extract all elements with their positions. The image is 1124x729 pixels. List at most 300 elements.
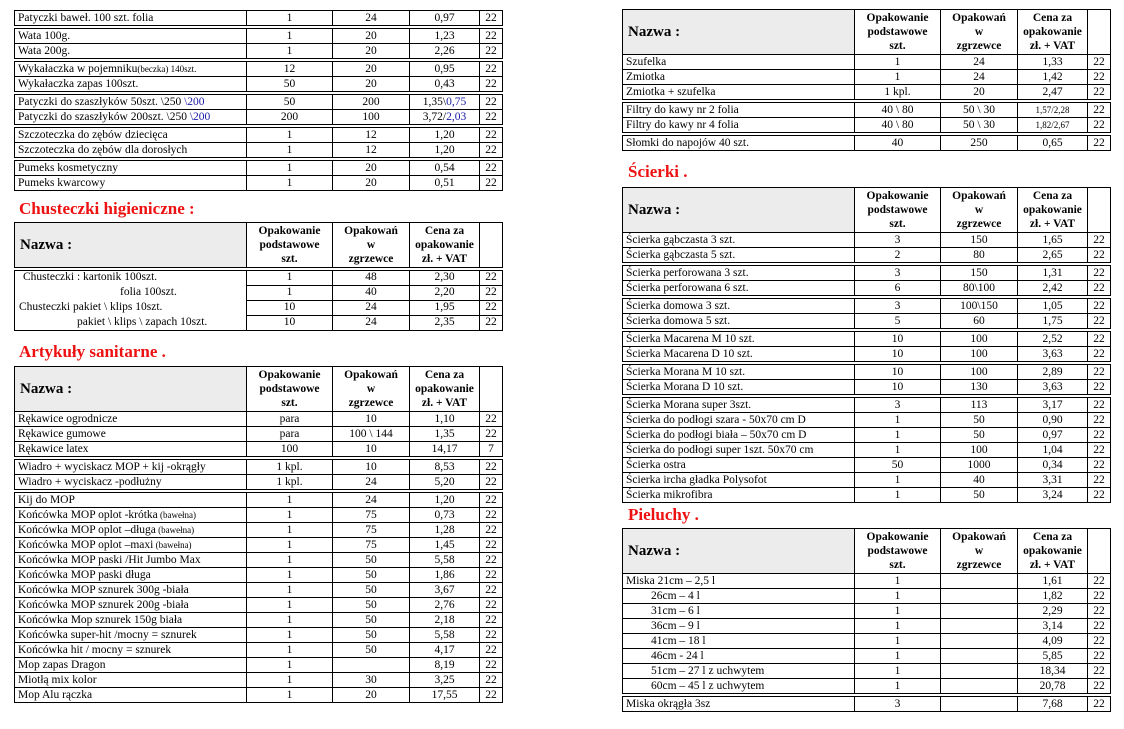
opakowanie-cell: 10 xyxy=(855,347,941,362)
zgrzewka-cell: 100\150 xyxy=(941,299,1018,314)
table-row xyxy=(623,118,1111,133)
price-alt: 2,03 xyxy=(446,110,467,123)
table-row xyxy=(623,347,1111,362)
opakowanie-cell: 1 kpl. xyxy=(247,475,333,490)
opakowanie-cell: 1 xyxy=(855,589,941,604)
table-row xyxy=(15,613,503,628)
price-cell: 1,35 xyxy=(410,427,480,442)
vat-cell: 22 xyxy=(1088,458,1111,473)
opakowanie-cell: 1 xyxy=(247,613,333,628)
vat-cell: 22 xyxy=(480,286,503,301)
vat-cell: 22 xyxy=(1088,233,1111,248)
opakowanie-cell: 1 xyxy=(247,286,333,301)
header-zgrzewka-line: Opakowań xyxy=(344,225,398,237)
header-zgrzewka-line: w xyxy=(366,239,376,251)
product-name: Pumeks kwarcowy xyxy=(15,176,247,191)
vat-cell: 22 xyxy=(1088,649,1111,664)
price-cell: 1,86 xyxy=(410,568,480,583)
header-opakowanie xyxy=(855,188,941,233)
zgrzewka-cell: 24 xyxy=(941,55,1018,70)
header-cena-line: opakowanie xyxy=(415,383,474,395)
price-cell: 1,42 xyxy=(1018,70,1088,85)
header-name: Nazwa : xyxy=(623,529,855,574)
table-row xyxy=(15,508,503,523)
opakowanie-cell: 1 xyxy=(247,538,333,553)
product-name-text: Patyczki do szaszłyków 200szt. \250 xyxy=(18,110,190,123)
opakowanie-cell: 40 xyxy=(855,136,941,151)
header-cena xyxy=(1018,10,1088,55)
table-row xyxy=(15,538,503,553)
table-row xyxy=(623,634,1111,649)
opakowanie-cell: 6 xyxy=(855,281,941,296)
table-row xyxy=(623,332,1111,347)
zgrzewka-cell: 50 xyxy=(333,583,410,598)
zgrzewka-cell: 50 xyxy=(333,643,410,658)
price-cell: 1,45 xyxy=(410,538,480,553)
product-name-note: (bawełna) xyxy=(157,509,197,520)
table-row xyxy=(623,488,1111,503)
price-cell: 0,73 xyxy=(410,508,480,523)
table-row xyxy=(623,233,1111,248)
header-cena-line: Cena za xyxy=(1032,531,1073,543)
table-row xyxy=(15,427,503,442)
price-cell: 3,63 xyxy=(1018,380,1088,395)
zgrzewka-cell xyxy=(333,658,410,673)
header-zgrzewka-line: Opakowań xyxy=(344,369,398,381)
header-opakowanie-line: Opakowanie xyxy=(258,369,321,381)
price-cell: 1,20 xyxy=(410,143,480,158)
zgrzewka-cell: 50 \ 30 xyxy=(941,103,1018,118)
table-row xyxy=(623,604,1111,619)
header-vat xyxy=(480,367,503,412)
header-opakowanie-line: podstawowe xyxy=(867,26,928,38)
opakowanie-cell: para xyxy=(247,427,333,442)
table-row xyxy=(623,443,1111,458)
header-opakowanie-line: podstawowe xyxy=(259,239,320,251)
opakowanie-cell: para xyxy=(247,412,333,427)
product-name: 60cm – 45 l z uchwytem xyxy=(623,679,855,694)
opakowanie-cell: 1 xyxy=(855,574,941,589)
zgrzewka-cell: 50 xyxy=(333,613,410,628)
price-cell: 1,28 xyxy=(410,523,480,538)
vat-cell: 22 xyxy=(480,673,503,688)
price-cell: 1,57/2,28 xyxy=(1018,103,1088,118)
header-zgrzewka-line: Opakowań xyxy=(952,12,1006,24)
zgrzewka-cell: 20 xyxy=(333,176,410,191)
vat-cell: 22 xyxy=(480,568,503,583)
product-name: Pumeks kosmetyczny xyxy=(15,161,247,176)
price-cell: 0,43 xyxy=(410,77,480,92)
table-row xyxy=(15,628,503,643)
product-name: Ścierka do podłogi super 1szt. 50x70 cm xyxy=(623,443,855,458)
zgrzewka-cell: 10 xyxy=(333,412,410,427)
header-zgrzewka xyxy=(333,223,410,268)
zgrzewka-cell: 100 xyxy=(941,347,1018,362)
price-cell: 0,97 xyxy=(410,11,480,26)
vat-cell: 22 xyxy=(1088,413,1111,428)
opakowanie-cell: 1 xyxy=(247,11,333,26)
table-row xyxy=(623,266,1111,281)
header-zgrzewka-line: w xyxy=(974,204,984,216)
zgrzewka-cell: 100 xyxy=(941,443,1018,458)
table-row xyxy=(623,281,1111,296)
product-name: Końcówka MOP sznurek 300g -biała xyxy=(15,583,247,598)
zgrzewka-cell: 12 xyxy=(333,143,410,158)
zgrzewka-cell: 130 xyxy=(941,380,1018,395)
table-row xyxy=(15,77,503,92)
price-cell: 1,75 xyxy=(1018,314,1088,329)
opakowanie-cell: 1 xyxy=(855,55,941,70)
vat-cell: 22 xyxy=(1088,679,1111,694)
product-name: Ścierka gąbczasta 5 szt. xyxy=(623,248,855,263)
price-alt: 0,75 xyxy=(446,95,467,108)
zgrzewka-cell: 24 xyxy=(333,316,410,331)
opakowanie-cell: 1 xyxy=(855,679,941,694)
product-name: Rękawice gumowe xyxy=(15,427,247,442)
header-opakowanie-line: szt. xyxy=(281,397,298,409)
product-name: Wiadro + wyciskacz -podłużny xyxy=(15,475,247,490)
product-name: Ścierka gąbczasta 3 szt. xyxy=(623,233,855,248)
product-name: Miska okrągła 3sz xyxy=(623,697,855,712)
table-row xyxy=(623,70,1111,85)
price-cell: 1,95 xyxy=(410,301,480,316)
header-opakowanie-line: szt. xyxy=(889,40,906,52)
opakowanie-cell: 1 xyxy=(247,161,333,176)
table-row xyxy=(623,458,1111,473)
zgrzewka-cell: 75 xyxy=(333,523,410,538)
vat-cell: 22 xyxy=(480,11,503,26)
header-opakowanie-line: podstawowe xyxy=(867,204,928,216)
product-name: Wykałaczka zapas 100szt. xyxy=(15,77,247,92)
zgrzewka-cell: 150 xyxy=(941,266,1018,281)
vat-cell: 22 xyxy=(480,508,503,523)
vat-cell: 22 xyxy=(480,44,503,59)
product-name: Wiadro + wyciskacz MOP + kij -okrągły xyxy=(15,460,247,475)
table-row xyxy=(623,649,1111,664)
opakowanie-cell: 1 xyxy=(247,493,333,508)
header-row xyxy=(15,223,503,268)
header-cena xyxy=(410,367,480,412)
price-cell: 18,34 xyxy=(1018,664,1088,679)
product-name: 51cm – 27 l z uchwytem xyxy=(623,664,855,679)
zgrzewka-cell xyxy=(941,589,1018,604)
price-cell: 2,35 xyxy=(410,316,480,331)
header-opakowanie-line: szt. xyxy=(889,218,906,230)
zgrzewka-cell: 40 xyxy=(333,286,410,301)
table-row xyxy=(15,598,503,613)
product-name xyxy=(15,538,247,553)
header-opakowanie-line: Opakowanie xyxy=(258,225,321,237)
zgrzewka-cell: 24 xyxy=(941,70,1018,85)
zgrzewka-cell: 75 xyxy=(333,538,410,553)
table-row xyxy=(623,380,1111,395)
header-zgrzewka-line: zgrzewce xyxy=(348,397,394,409)
vat-cell: 7 xyxy=(480,442,503,457)
table-row xyxy=(623,619,1111,634)
opakowanie-cell: 12 xyxy=(247,62,333,77)
table-row xyxy=(623,697,1111,712)
price-cell xyxy=(410,110,480,125)
product-name-text: Końcówka MOP oplot -krótka xyxy=(18,508,158,521)
price-cell: 2,89 xyxy=(1018,365,1088,380)
vat-cell: 22 xyxy=(480,95,503,110)
zgrzewka-cell xyxy=(941,604,1018,619)
opakowanie-cell: 1 xyxy=(247,176,333,191)
product-name: Patyczki baweł. 100 szt. folia xyxy=(15,11,247,26)
opakowanie-cell: 1 xyxy=(247,658,333,673)
vat-cell: 22 xyxy=(480,316,503,331)
price-cell: 1,10 xyxy=(410,412,480,427)
vat-cell: 22 xyxy=(1088,347,1111,362)
zgrzewka-cell: 1000 xyxy=(941,458,1018,473)
table-row xyxy=(623,55,1111,70)
product-name xyxy=(15,62,247,77)
section-title-pieluchy: Pieluchy . xyxy=(628,505,699,524)
header-cena-line: zł. + VAT xyxy=(1029,218,1076,230)
zgrzewka-cell: 10 xyxy=(333,460,410,475)
table-row xyxy=(15,673,503,688)
vat-cell: 22 xyxy=(1088,664,1111,679)
header-row xyxy=(623,10,1111,55)
product-name xyxy=(15,523,247,538)
zgrzewka-cell xyxy=(941,619,1018,634)
header-zgrzewka-line: w xyxy=(974,26,984,38)
product-name: Ścierka perforowana 3 szt. xyxy=(623,266,855,281)
opakowanie-cell: 1 xyxy=(247,143,333,158)
zgrzewka-cell: 50 \ 30 xyxy=(941,118,1018,133)
vat-cell: 22 xyxy=(480,77,503,92)
product-name: Chusteczki : kartonik 100szt. xyxy=(15,271,247,286)
price-cell: 1,20 xyxy=(410,493,480,508)
price-cell: 0,65 xyxy=(1018,136,1088,151)
product-name-alt: \200 xyxy=(184,95,205,108)
price-cell: 2,65 xyxy=(1018,248,1088,263)
table-row xyxy=(15,271,503,286)
header-name: Nazwa : xyxy=(15,367,247,412)
table-row xyxy=(623,248,1111,263)
product-name: Ścierka do podłogi szara - 50x70 cm D xyxy=(623,413,855,428)
price-cell: 2,20 xyxy=(410,286,480,301)
vat-cell: 22 xyxy=(1088,103,1111,118)
zgrzewka-cell: 24 xyxy=(333,11,410,26)
right-top-table xyxy=(622,9,1110,151)
table-row xyxy=(15,128,503,143)
price-cell: 3,17 xyxy=(1018,398,1088,413)
table-row xyxy=(15,110,503,125)
price-cell: 0,51 xyxy=(410,176,480,191)
opakowanie-cell: 40 \ 80 xyxy=(855,103,941,118)
table-row xyxy=(15,643,503,658)
header-zgrzewka-line: Opakowań xyxy=(952,531,1006,543)
opakowanie-cell: 3 xyxy=(855,233,941,248)
opakowanie-cell: 40 \ 80 xyxy=(855,118,941,133)
price-cell: 2,26 xyxy=(410,44,480,59)
vat-cell: 22 xyxy=(1088,281,1111,296)
opakowanie-cell: 1 xyxy=(855,428,941,443)
product-name: folia 100szt. xyxy=(15,286,247,301)
price-cell: 5,58 xyxy=(410,553,480,568)
header-row xyxy=(623,529,1111,574)
header-opakowanie xyxy=(247,223,333,268)
table-row xyxy=(15,176,503,191)
vat-cell: 22 xyxy=(480,553,503,568)
table-row xyxy=(15,553,503,568)
price-cell: 3,24 xyxy=(1018,488,1088,503)
product-name: Ścierka mikrofibra xyxy=(623,488,855,503)
opakowanie-cell: 1 xyxy=(247,128,333,143)
header-cena-line: Cena za xyxy=(424,369,465,381)
vat-cell: 22 xyxy=(480,628,503,643)
header-opakowanie xyxy=(855,529,941,574)
zgrzewka-cell: 50 xyxy=(333,553,410,568)
table-row xyxy=(623,103,1111,118)
vat-cell: 22 xyxy=(480,688,503,703)
product-name: Miska 21cm – 2,5 l xyxy=(623,574,855,589)
opakowanie-cell: 1 xyxy=(855,70,941,85)
zgrzewka-cell: 50 xyxy=(941,413,1018,428)
vat-cell: 22 xyxy=(1088,488,1111,503)
price-cell: 1,82/2,67 xyxy=(1018,118,1088,133)
opakowanie-cell: 3 xyxy=(855,299,941,314)
zgrzewka-cell: 40 xyxy=(941,473,1018,488)
table-row xyxy=(15,143,503,158)
sanitarne-table xyxy=(14,366,502,703)
product-name: Ścierka Morana D 10 szt. xyxy=(623,380,855,395)
header-cena-line: opakowanie xyxy=(1023,545,1082,557)
header-cena-line: zł. + VAT xyxy=(421,397,468,409)
vat-cell: 22 xyxy=(1088,697,1111,712)
opakowanie-cell: 100 xyxy=(247,442,333,457)
opakowanie-cell: 1 xyxy=(855,634,941,649)
price-cell: 1,20 xyxy=(410,128,480,143)
product-name: 31cm – 6 l xyxy=(623,604,855,619)
product-name-note: (bawełna) xyxy=(153,539,192,550)
zgrzewka-cell: 50 xyxy=(941,488,1018,503)
zgrzewka-cell: 24 xyxy=(333,475,410,490)
price-cell: 2,18 xyxy=(410,613,480,628)
header-cena xyxy=(1018,188,1088,233)
price-cell: 1,65 xyxy=(1018,233,1088,248)
header-opakowanie-line: szt. xyxy=(889,559,906,571)
vat-cell: 22 xyxy=(480,62,503,77)
price-cell: 0,90 xyxy=(1018,413,1088,428)
header-cena xyxy=(1018,529,1088,574)
price-cell: 14,17 xyxy=(410,442,480,457)
table-row xyxy=(15,316,503,331)
header-cena-line: opakowanie xyxy=(1023,204,1082,216)
vat-cell: 22 xyxy=(480,412,503,427)
vat-cell: 22 xyxy=(480,176,503,191)
price-cell: 1,04 xyxy=(1018,443,1088,458)
price-cell: 3,31 xyxy=(1018,473,1088,488)
product-name: Słomki do napojów 40 szt. xyxy=(623,136,855,151)
vat-cell: 22 xyxy=(480,523,503,538)
opakowanie-cell: 1 xyxy=(247,553,333,568)
zgrzewka-cell: 100 xyxy=(333,110,410,125)
price-cell: 4,09 xyxy=(1018,634,1088,649)
zgrzewka-cell: 200 xyxy=(333,95,410,110)
price-cell: 0,54 xyxy=(410,161,480,176)
price-cell: 5,85 xyxy=(1018,649,1088,664)
product-name-text: Końcówka MOP oplot –długa xyxy=(18,523,156,536)
product-name: Wata 200g. xyxy=(15,44,247,59)
product-name: Końcówka Mop sznurek 150g biała xyxy=(15,613,247,628)
vat-cell: 22 xyxy=(480,29,503,44)
section-title-chusteczki: Chusteczki higieniczne : xyxy=(19,199,195,218)
price-cell: 2,30 xyxy=(410,271,480,286)
zgrzewka-cell: 80 xyxy=(941,248,1018,263)
zgrzewka-cell: 60 xyxy=(941,314,1018,329)
zgrzewka-cell: 48 xyxy=(333,271,410,286)
zgrzewka-cell: 20 xyxy=(333,62,410,77)
price-cell xyxy=(410,95,480,110)
price-cell: 1,33 xyxy=(1018,55,1088,70)
product-name: Ścierka ostra xyxy=(623,458,855,473)
product-name: Ścierka do podłogi biała – 50x70 cm D xyxy=(623,428,855,443)
product-name-note: (bawełna) xyxy=(155,524,195,535)
table-row xyxy=(15,523,503,538)
header-opakowanie xyxy=(247,367,333,412)
price-cell: 2,42 xyxy=(1018,281,1088,296)
opakowanie-cell: 3 xyxy=(855,398,941,413)
header-vat xyxy=(1088,188,1111,233)
zgrzewka-cell: 10 xyxy=(333,442,410,457)
opakowanie-cell: 10 xyxy=(247,301,333,316)
opakowanie-cell: 50 xyxy=(247,77,333,92)
price-cell: 17,55 xyxy=(410,688,480,703)
vat-cell: 22 xyxy=(480,658,503,673)
zgrzewka-cell: 20 xyxy=(333,688,410,703)
price-cell: 0,97 xyxy=(1018,428,1088,443)
zgrzewka-cell xyxy=(941,634,1018,649)
product-name: Ścierka Macarena D 10 szt. xyxy=(623,347,855,362)
product-name: Filtry do kawy nr 2 folia xyxy=(623,103,855,118)
header-opakowanie-line: Opakowanie xyxy=(866,12,929,24)
opakowanie-cell: 1 xyxy=(247,583,333,598)
vat-cell: 22 xyxy=(480,538,503,553)
vat-cell: 22 xyxy=(1088,85,1111,100)
zgrzewka-cell: 100 \ 144 xyxy=(333,427,410,442)
header-zgrzewka-line: w xyxy=(366,383,376,395)
opakowanie-cell: 3 xyxy=(855,697,941,712)
product-name: Szufelka xyxy=(623,55,855,70)
zgrzewka-cell: 50 xyxy=(333,598,410,613)
header-cena-line: zł. + VAT xyxy=(421,253,468,265)
table-row xyxy=(15,161,503,176)
product-name: Ścierka domowa 5 szt. xyxy=(623,314,855,329)
vat-cell: 22 xyxy=(480,271,503,286)
product-name: Ścierka ircha gładka Polysofot xyxy=(623,473,855,488)
vat-cell: 22 xyxy=(480,643,503,658)
header-row xyxy=(15,367,503,412)
table-row xyxy=(15,11,503,26)
product-name: 41cm – 18 l xyxy=(623,634,855,649)
product-name: Końcówka MOP paski /Hit Jumbo Max xyxy=(15,553,247,568)
header-name: Nazwa : xyxy=(15,223,247,268)
section-title-sanitarne: Artykuły sanitarne . xyxy=(19,342,166,361)
vat-cell: 22 xyxy=(480,475,503,490)
header-zgrzewka xyxy=(333,367,410,412)
header-opakowanie-line: Opakowanie xyxy=(866,531,929,543)
header-cena-line: Cena za xyxy=(424,225,465,237)
pieluchy-table xyxy=(622,528,1110,712)
price-cell: 2,29 xyxy=(1018,604,1088,619)
zgrzewka-cell: 50 xyxy=(333,628,410,643)
vat-cell: 22 xyxy=(1088,634,1111,649)
zgrzewka-cell: 50 xyxy=(333,568,410,583)
product-name: Ścierka perforowana 6 szt. xyxy=(623,281,855,296)
header-opakowanie-line: podstawowe xyxy=(259,383,320,395)
